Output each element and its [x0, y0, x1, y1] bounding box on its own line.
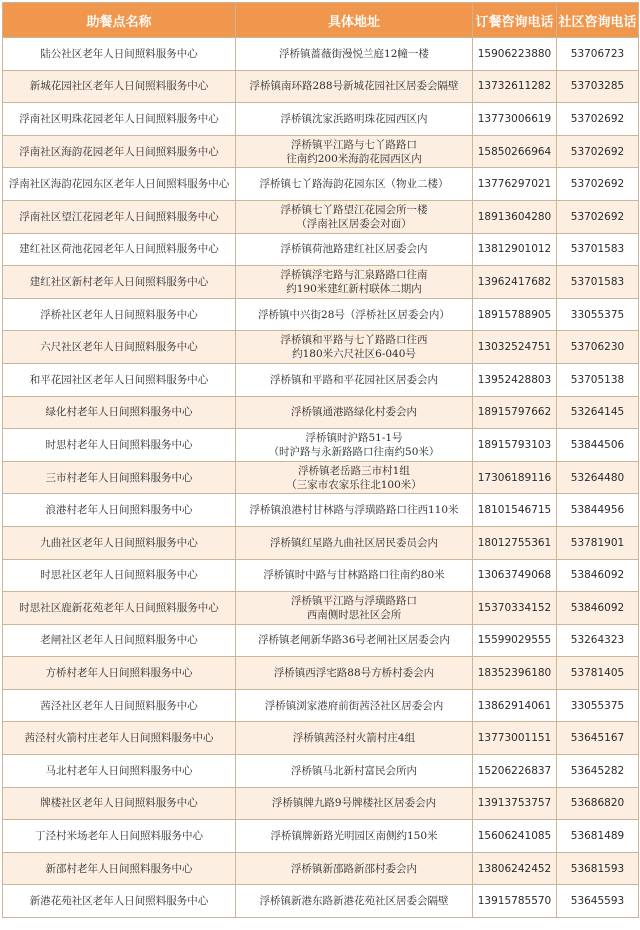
address-line: （时沪路与永新路路口往南约50米）	[268, 445, 440, 458]
service-center-address	[236, 657, 473, 690]
service-center-name: 新邵村老年人日间照料服务中心	[3, 852, 236, 885]
table-row	[3, 624, 639, 657]
table-row	[3, 168, 639, 201]
table-row	[3, 429, 639, 462]
address-line: 往南约200米海韵花园西区内	[286, 152, 422, 165]
address-line: 浮桥镇浮宅路与汇泉路路口往南	[280, 268, 428, 281]
service-center-name: 方桥村老年人日间照料服务中心	[3, 657, 236, 690]
order-phone: 18101546715	[473, 494, 557, 527]
community-phone: 53702692	[557, 103, 639, 136]
service-center-address	[236, 70, 473, 103]
service-center-name: 新港花苑社区老年人日间照料服务中心	[3, 885, 236, 918]
service-center-address	[236, 461, 473, 494]
address-line: 浮桥镇牌九路9号牌楼社区居委会内	[271, 797, 437, 810]
community-phone: 53781405	[557, 657, 639, 690]
meal-service-table-container	[2, 2, 639, 918]
community-phone: 53703285	[557, 70, 639, 103]
table-row	[3, 787, 639, 820]
community-phone: 53681489	[557, 820, 639, 853]
order-phone: 13915785570	[473, 885, 557, 918]
service-center-address	[236, 168, 473, 201]
table-row	[3, 103, 639, 136]
service-center-name: 和平花园社区老年人日间照料服务中心	[3, 363, 236, 396]
order-phone: 13812901012	[473, 233, 557, 266]
order-phone: 18915788905	[473, 298, 557, 331]
community-phone: 53645282	[557, 755, 639, 788]
service-center-address	[236, 885, 473, 918]
address-line: 浮桥镇红星路九曲社区居民委员会内	[270, 536, 438, 549]
service-center-name: 浪港村老年人日间照料服务中心	[3, 494, 236, 527]
table-row	[3, 331, 639, 364]
community-phone: 53264480	[557, 461, 639, 494]
order-phone: 18913604280	[473, 200, 557, 233]
service-center-address	[236, 755, 473, 788]
community-phone: 53846092	[557, 559, 639, 592]
service-center-name: 三市村老年人日间照料服务中心	[3, 461, 236, 494]
service-center-address	[236, 689, 473, 722]
community-phone: 53702692	[557, 168, 639, 201]
table-row	[3, 657, 639, 690]
service-center-name: 浮桥社区老年人日间照料服务中心	[3, 298, 236, 331]
order-phone: 13962417682	[473, 266, 557, 299]
service-center-name: 陆公社区老年人日间照料服务中心	[3, 38, 236, 71]
community-phone: 53702692	[557, 200, 639, 233]
community-phone: 53706230	[557, 331, 639, 364]
community-phone: 53706723	[557, 38, 639, 71]
service-center-name: 牌楼社区老年人日间照料服务中心	[3, 787, 236, 820]
table-row	[3, 135, 639, 168]
service-center-name: 建红社区荷池花园老年人日间照料服务中心	[3, 233, 236, 266]
order-phone: 13063749068	[473, 559, 557, 592]
community-phone: 53701583	[557, 233, 639, 266]
address-line: 浮桥镇浏家港府前街茜泾社区居委会内	[264, 699, 444, 712]
order-phone: 15906223880	[473, 38, 557, 71]
service-center-name: 浮南社区海韵花园东区老年人日间照料服务中心	[3, 168, 236, 201]
address-line: 浮桥镇和平路与七丫路路口往西	[280, 334, 428, 347]
header-order-phone: 订餐咨询电话	[473, 3, 557, 38]
table-row	[3, 722, 639, 755]
service-center-name: 建红社区新村老年人日间照料服务中心	[3, 266, 236, 299]
address-line: 浮桥镇牌新路光明园区南侧约150米	[270, 830, 438, 843]
address-line: 浮桥镇马北新村富民会所内	[291, 764, 417, 777]
address-line: 浮桥镇老岳路三市村1组	[298, 464, 410, 477]
header-address: 具体地址	[236, 3, 473, 38]
service-center-address	[236, 103, 473, 136]
order-phone: 15206226837	[473, 755, 557, 788]
community-phone: 53686820	[557, 787, 639, 820]
order-phone: 13806242452	[473, 852, 557, 885]
address-line: 浮桥镇和平路和平花园社区居委会内	[270, 373, 438, 386]
address-line: 浮桥镇新邵路新邵村委会内	[291, 862, 417, 875]
address-line: 浮桥镇荷池路建红社区居委会内	[280, 243, 428, 256]
address-line: 浮桥镇时中路与甘林路路口往南约80米	[263, 569, 445, 582]
community-phone: 33055375	[557, 298, 639, 331]
address-line: 浮桥镇新港东路新港花苑社区居委会隔壁	[259, 895, 449, 908]
service-center-address	[236, 592, 473, 625]
service-center-name: 老闸社区老年人日间照料服务中心	[3, 624, 236, 657]
order-phone: 18352396180	[473, 657, 557, 690]
meal-service-table	[2, 2, 639, 918]
service-center-address	[236, 266, 473, 299]
address-line: 浮桥镇沈家浜路明珠花园西区内	[280, 112, 428, 125]
community-phone: 33055375	[557, 689, 639, 722]
table-row	[3, 755, 639, 788]
service-center-name: 时思社区鹿新花苑老年人日间照料服务中心	[3, 592, 236, 625]
table-row	[3, 592, 639, 625]
order-phone: 18915797662	[473, 396, 557, 429]
service-center-address	[236, 135, 473, 168]
address-line: 约180米六尺社区6-040号	[292, 348, 416, 361]
community-phone: 53264145	[557, 396, 639, 429]
order-phone: 15370334152	[473, 592, 557, 625]
service-center-address	[236, 233, 473, 266]
table-row	[3, 70, 639, 103]
community-phone: 53645593	[557, 885, 639, 918]
service-center-address	[236, 363, 473, 396]
address-line: 浮桥镇蔷薇街漫悦兰庭12幢一楼	[279, 47, 429, 60]
service-center-name: 新城花园社区老年人日间照料服务中心	[3, 70, 236, 103]
service-center-address	[236, 396, 473, 429]
address-line: 浮桥镇南环路288号新城花园社区居委会隔壁	[249, 80, 459, 93]
service-center-name: 时思社区老年人日间照料服务中心	[3, 559, 236, 592]
service-center-name: 浮南社区望江花园老年人日间照料服务中心	[3, 200, 236, 233]
service-center-address	[236, 722, 473, 755]
table-row	[3, 559, 639, 592]
service-center-name: 时思村老年人日间照料服务中心	[3, 429, 236, 462]
address-line: 浮桥镇平江路与七丫路路口	[291, 138, 417, 151]
community-phone: 53844956	[557, 494, 639, 527]
service-center-address	[236, 38, 473, 71]
address-line: 浮桥镇通港路绿化村委会内	[291, 406, 417, 419]
table-row	[3, 266, 639, 299]
address-line: 浮桥镇老闸新华路36号老闸社区居委会内	[258, 634, 450, 647]
order-phone: 13032524751	[473, 331, 557, 364]
address-line: 浮桥镇中兴街28号（浮桥社区居委会内）	[258, 308, 450, 321]
community-phone: 53844506	[557, 429, 639, 462]
service-center-name: 丁泾村米场老年人日间照料服务中心	[3, 820, 236, 853]
address-line: （浮南社区居委会对面）	[296, 217, 412, 230]
table-row	[3, 396, 639, 429]
order-phone: 13773001151	[473, 722, 557, 755]
address-line: 浮桥镇西浮宅路88号方桥村委会内	[273, 667, 435, 680]
service-center-name: 六尺社区老年人日间照料服务中心	[3, 331, 236, 364]
order-phone: 15850266964	[473, 135, 557, 168]
service-center-address	[236, 559, 473, 592]
community-phone: 53702692	[557, 135, 639, 168]
address-line: （三家市农家乐往北100米）	[286, 478, 422, 491]
table-row	[3, 363, 639, 396]
service-center-name: 马北村老年人日间照料服务中心	[3, 755, 236, 788]
address-line: 浮桥镇时沪路51-1号	[305, 431, 403, 444]
order-phone: 18915793103	[473, 429, 557, 462]
table-row	[3, 233, 639, 266]
community-phone: 53264323	[557, 624, 639, 657]
order-phone: 13952428803	[473, 363, 557, 396]
table-row	[3, 200, 639, 233]
table-row	[3, 885, 639, 918]
header-community-phone: 社区咨询电话	[557, 3, 639, 38]
table-row	[3, 852, 639, 885]
service-center-address	[236, 624, 473, 657]
service-center-address	[236, 298, 473, 331]
address-line: 西南侧时思社区会所	[306, 608, 402, 621]
order-phone: 13862914061	[473, 689, 557, 722]
service-center-address	[236, 526, 473, 559]
table-row	[3, 820, 639, 853]
order-phone: 13732611282	[473, 70, 557, 103]
service-center-name: 绿化村老年人日间照料服务中心	[3, 396, 236, 429]
service-center-name: 九曲社区老年人日间照料服务中心	[3, 526, 236, 559]
service-center-address	[236, 331, 473, 364]
service-center-name: 浮南社区明珠花园老年人日间照料服务中心	[3, 103, 236, 136]
order-phone: 13776297021	[473, 168, 557, 201]
table-row	[3, 526, 639, 559]
community-phone: 53846092	[557, 592, 639, 625]
community-phone: 53681593	[557, 852, 639, 885]
service-center-address	[236, 820, 473, 853]
address-line: 浮桥镇浪港村甘林路与浮璜路路口往西110米	[249, 504, 459, 517]
community-phone: 53781901	[557, 526, 639, 559]
order-phone: 13773006619	[473, 103, 557, 136]
service-center-name: 浮南社区海韵花园老年人日间照料服务中心	[3, 135, 236, 168]
header-name: 助餐点名称	[3, 3, 236, 38]
order-phone: 18012755361	[473, 526, 557, 559]
address-line: 浮桥镇七丫路望江花园会所一楼	[280, 203, 428, 216]
service-center-address	[236, 200, 473, 233]
service-center-address	[236, 787, 473, 820]
address-line: 浮桥镇茜泾村火箭村庄4组	[292, 732, 416, 745]
service-center-address	[236, 494, 473, 527]
table-row	[3, 38, 639, 71]
table-row	[3, 689, 639, 722]
table-row	[3, 494, 639, 527]
table-row	[3, 461, 639, 494]
service-center-address	[236, 429, 473, 462]
service-center-name: 茜泾村火箭村庄老年人日间照料服务中心	[3, 722, 236, 755]
service-center-address	[236, 852, 473, 885]
table-header-row	[3, 3, 639, 38]
community-phone: 53701583	[557, 266, 639, 299]
order-phone: 17306189116	[473, 461, 557, 494]
address-line: 约190米建红新村联体二期内	[286, 282, 422, 295]
table-body	[3, 38, 639, 918]
community-phone: 53705138	[557, 363, 639, 396]
address-line: 浮桥镇平江路与浮璜路路口	[291, 594, 417, 607]
table-row	[3, 298, 639, 331]
order-phone: 13913753757	[473, 787, 557, 820]
address-line: 浮桥镇七丫路海韵花园东区（物业二楼）	[259, 178, 449, 191]
community-phone: 53645167	[557, 722, 639, 755]
service-center-name: 茜泾社区老年人日间照料服务中心	[3, 689, 236, 722]
order-phone: 15599029555	[473, 624, 557, 657]
order-phone: 15606241085	[473, 820, 557, 853]
